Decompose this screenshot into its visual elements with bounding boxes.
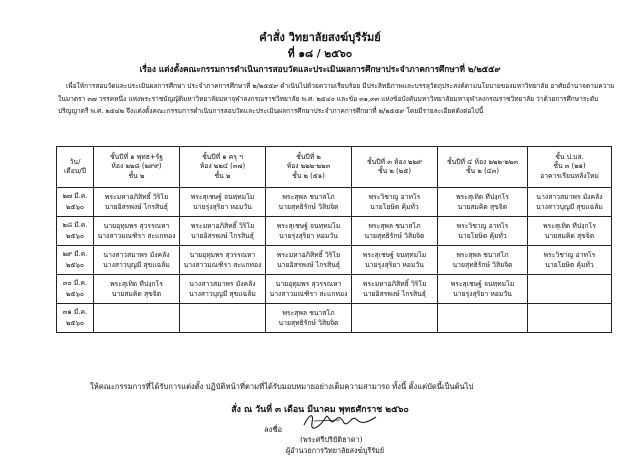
committee-member: พระสุเชษฐ์ จนทฺทมโม	[190, 192, 255, 201]
committee-member: พระสุพล ชนาสโภ	[456, 250, 509, 259]
committee-member: นายสุทธิรักษ์ วิสิยจิต	[278, 319, 339, 327]
column-header	[266, 147, 352, 188]
committee-member: นางสาวมณฑิรา สะแกทอง	[269, 290, 348, 298]
committee-cell	[180, 217, 266, 246]
table-row	[57, 217, 612, 246]
committee-cell	[180, 246, 266, 275]
committee-member: นางสาวสมาพร มังคลัง	[189, 279, 256, 288]
column-header-line: ชั้น ๒ (๕๑)	[292, 171, 325, 180]
column-header	[180, 147, 266, 188]
column-header-line: ชั้น ๒ (๔๓)	[465, 167, 500, 175]
committee-member: นายรุ่งสุริยา หอมวัน	[365, 261, 424, 269]
date-line: ๒๕๖๐	[65, 261, 85, 269]
date-line: ๓๑ มี.ค.	[62, 308, 88, 316]
table-row	[57, 304, 612, 333]
committee-member: นางสาวบุญมี สุขแฉล้ม	[103, 261, 170, 269]
committee-cell	[352, 217, 438, 246]
date-cell	[57, 304, 94, 333]
date-line: ๒๕๖๐	[65, 290, 85, 298]
handwritten-signature	[300, 411, 380, 431]
committee-schedule-table	[56, 146, 612, 333]
committee-member: นายอุทุมพร สุวรรณหา	[275, 279, 342, 288]
committee-member: พระสุเทิด ทีปงฺกโร	[110, 279, 163, 288]
table-row	[57, 188, 612, 217]
column-header	[438, 147, 528, 188]
column-header-line: ชั้นปีที่ ๒	[296, 152, 321, 161]
committee-member: พระสุเทิด ทีปงฺกโร	[543, 221, 596, 230]
order-text: ให้คณะกรรมการที่ได้รับการแต่งตั้ง ปฏิบัติหน้าที่ตามที่ได้รับมอบหมายอย่างเต็มความสามารถ ทั้งนี้ ตั้งแต่บัดนี้เป็นต้นไป	[90, 382, 474, 391]
date-line: ๓๐ มี.ค.	[62, 279, 88, 287]
committee-member: พระมหาอภิสิทธิ์ วิริโย	[190, 221, 255, 230]
committee-cell	[438, 188, 528, 217]
committee-cell	[94, 304, 180, 333]
committee-member	[440, 308, 525, 319]
committee-member: พระวิชาญ อาทโร	[543, 250, 596, 259]
committee-cell	[352, 304, 438, 333]
committee-member: นางสาวบุญมี สุขแฉล้ม	[189, 290, 256, 298]
column-header	[57, 147, 94, 188]
date-line: ๒๗ มี.ค.	[62, 192, 88, 200]
document-title: คำสั่ง วิทยาลัยสงฆ์บุรีรัมย์	[259, 31, 381, 44]
column-header-line: วัน/	[69, 157, 81, 166]
committee-cell	[266, 304, 352, 333]
date-cell	[57, 275, 94, 304]
committee-member: พระสุเทิด ทีปงฺกโร	[456, 192, 509, 201]
committee-cell	[438, 246, 528, 275]
committee-cell	[94, 275, 180, 304]
committee-cell	[438, 217, 528, 246]
committee-member: พระมหาอภิสิทธิ์ วิริโย	[362, 279, 427, 288]
committee-cell	[438, 304, 528, 333]
committee-member: นายสมคิด สุขจิต	[544, 232, 595, 240]
committee-member	[530, 308, 609, 319]
committee-member	[182, 318, 263, 329]
committee-member: นายสมคิด สุขจิต	[111, 290, 162, 298]
column-header	[528, 147, 612, 188]
date-line: ๒๘ มี.ค.	[62, 221, 88, 229]
committee-cell	[528, 275, 612, 304]
committee-member: พระมหาอภิสิทธิ์ วิริโย	[276, 250, 341, 259]
column-header-line: ชั้น ๒	[128, 171, 145, 180]
committee-member: นายอิสรพงษ์ ไกรสินธุ์	[105, 203, 168, 211]
date-cell	[57, 188, 94, 217]
column-header-line: ชั้นปีที่ ๑ ครุ ฯ	[202, 152, 243, 161]
committee-member	[530, 318, 609, 329]
committee-member: นางสาวบุญมี สุขแฉล้ม	[536, 203, 603, 211]
committee-member: นายสมคิด สุขจิต	[457, 203, 508, 211]
committee-member: นางสาวมณฑิรา สะแกทอง	[97, 232, 176, 240]
committee-cell	[266, 188, 352, 217]
sign-label: ลงชื่อ	[264, 425, 283, 434]
order-number: ที่ ๑๘ / ๒๕๖๐	[287, 48, 353, 60]
committee-member: นายรุ่งสุริยา หอมวัน	[453, 290, 512, 298]
subject-line: เรื่อง แต่งตั้งคณะกรรมการดำเนินการสอบวัดและประเมินผลการศึกษาประจำภาคการศึกษาที่ ๒/๒๕๕๙	[139, 64, 501, 74]
committee-member	[530, 279, 609, 290]
committee-member	[96, 318, 177, 329]
table-row	[57, 275, 612, 304]
committee-cell	[352, 275, 438, 304]
committee-member: พระสุพล ชนาสโภ	[282, 308, 335, 317]
table-header-row	[57, 147, 612, 188]
committee-cell	[528, 246, 612, 275]
committee-cell	[180, 188, 266, 217]
column-header-line: ห้อง ๒๒๒-๒๒๓	[286, 162, 331, 171]
committee-cell	[266, 275, 352, 304]
committee-member: นายโยษิต คุ้มทั่ว	[545, 261, 594, 269]
committee-cell	[94, 246, 180, 275]
column-header-line: ชั้น ๒	[214, 171, 231, 180]
column-header-line: เดือน/ปี	[63, 167, 87, 175]
committee-cell	[94, 188, 180, 217]
column-header-line: ชั้นปีที่ ๓ ห้อง ๒๒๙	[366, 157, 422, 166]
intro-paragraph: เพื่อให้การสอบวัดและประเมินผลการศึกษา ประจำภาคการศึกษาที่ ๒/๒๕๕๙ ดำเนินไปด้วยความเรียบร้อย มีประสิทธิภาพและบรรลุวัตถุประสงค์ตามนโยบายของมหาวิทยาลัย อาศัยอำนาจตามความในมาตรา ๓๗ วรรคหนึ่ง แห่งพระราชบัญญัติมหาวิทยาลัยมหาจุฬาลงกรณราชวิทยาลัย พ.ศ. ๒๕๔๐ และข้อ ๓๑,๓๓ แห่งข้อบังคับมหาวิทยาลัยมหาจุฬาลงกรณราชวิทยาลัย ว่าด้วยการศึกษาระดับปริญญาตรี พ.ศ. ๒๕๔๒ จึงแต่งตั้งคณะกรรมการดำเนินการสอบวัดและประเมินผลการศึกษาประจำภาคการศึกษาที่ ๒/๒๕๕๙ โดยมีรายละเอียดดังต่อไปนี้	[58, 82, 615, 116]
committee-member: นายโยษิต คุ้มทั่ว	[458, 232, 507, 240]
committee-cell	[528, 188, 612, 217]
signer-position: ผู้อำนวยการวิทยาลัยสงฆ์บุรีรัมย์	[286, 446, 385, 455]
committee-member: นายอิสรพงษ์ ไกรสินธุ์	[363, 290, 426, 298]
committee-cell	[94, 217, 180, 246]
column-header	[352, 147, 438, 188]
date-cell	[57, 246, 94, 275]
committee-member: พระสุเชษฐ์ จนทฺทมโม	[450, 279, 515, 288]
committee-member	[354, 318, 435, 329]
date-line: ๒๕๖๐	[65, 319, 85, 327]
committee-member: นายสุทธิรักษ์ วิสิยจิต	[364, 232, 425, 240]
committee-member: นายรุ่งสุริยา หอมวัน	[193, 203, 252, 211]
committee-cell	[352, 188, 438, 217]
committee-cell	[352, 246, 438, 275]
committee-member: นายอิสรพงษ์ ไกรสินธุ์	[191, 232, 254, 240]
committee-member: พระมหาอภิสิทธิ์ วิริโย	[104, 192, 169, 201]
column-header-line: ชั้น ๒ (๒๕)	[378, 167, 411, 175]
given-date: สั่ง ณ วันที่ ๓ เดือน มีนาคม พุทธศักราช ๒๕๖๐	[231, 405, 409, 415]
committee-member	[530, 289, 609, 300]
column-header	[94, 147, 180, 188]
date-cell	[57, 217, 94, 246]
column-header-line: ห้อง ๒๒๘ (๒๙๙)	[111, 162, 162, 171]
committee-member: นางสาวสมาพร มังคลัง	[536, 192, 603, 201]
column-header-line: ชั้น ป.บส.	[555, 152, 584, 161]
table-row	[57, 246, 612, 275]
committee-member: นายสุทธิรักษ์ วิสิยจิต	[278, 203, 339, 211]
committee-cell	[528, 304, 612, 333]
column-header-line: ชั้นปีที่ ๑ พุทธ+รัฐ	[110, 152, 163, 161]
committee-cell	[266, 246, 352, 275]
committee-member: นางสาวมณฑิรา สะแกทอง	[183, 261, 262, 269]
date-line: ๒๕๖๐	[65, 232, 85, 240]
committee-member: พระวิชาญ อาทโร	[456, 221, 509, 230]
committee-cell	[438, 275, 528, 304]
committee-member: พระสุพล ชนาสโภ	[282, 192, 335, 201]
committee-cell	[528, 217, 612, 246]
committee-cell	[180, 304, 266, 333]
column-header-line: อาคารเรียนหลังใหม่	[540, 171, 599, 180]
column-header-line: ห้อง ๒๒๔ (๓๗)	[199, 162, 246, 171]
date-line: ๒๕๖๐	[65, 203, 85, 211]
committee-member: พระสุเชษฐ์ จนทฺทมโม	[362, 250, 427, 259]
committee-member: พระวิชาญ อาทโร	[368, 192, 421, 201]
committee-member: นายรุ่งสุริยา หอมวัน	[279, 232, 338, 240]
committee-member	[354, 308, 435, 319]
committee-member	[182, 308, 263, 319]
date-line: ๒๙ มี.ค.	[62, 250, 88, 258]
committee-member: นายอุทุมพร สุวรรณหา	[189, 250, 256, 259]
committee-member: นายสุทธิรักษ์ วิสิยจิต	[452, 261, 513, 269]
committee-member: นายอุทุมพร สุวรรณหา	[103, 221, 170, 230]
committee-cell	[180, 275, 266, 304]
column-header-line: ชั้น ๓ (๒๑)	[553, 162, 586, 171]
committee-member: นางสาวสมาพร มังคลัง	[103, 250, 170, 259]
committee-member	[96, 308, 177, 319]
committee-cell	[266, 217, 352, 246]
committee-member: นายอิสรพงษ์ ไกรสินธุ์	[277, 261, 340, 269]
column-header-line: ชั้นปีที่ ๔ ห้อง ๒๒๒-๒๒๓	[446, 157, 519, 166]
committee-member: พระสุพล ชนาสโภ	[368, 221, 421, 230]
committee-member: พระสุเชษฐ์ จนทฺทมโม	[276, 221, 341, 230]
committee-member	[440, 318, 525, 329]
committee-member: นายโยษิต คุ้มทั่ว	[370, 203, 419, 211]
signer-name: (พระศรีปริยัติธาดา)	[300, 435, 363, 444]
